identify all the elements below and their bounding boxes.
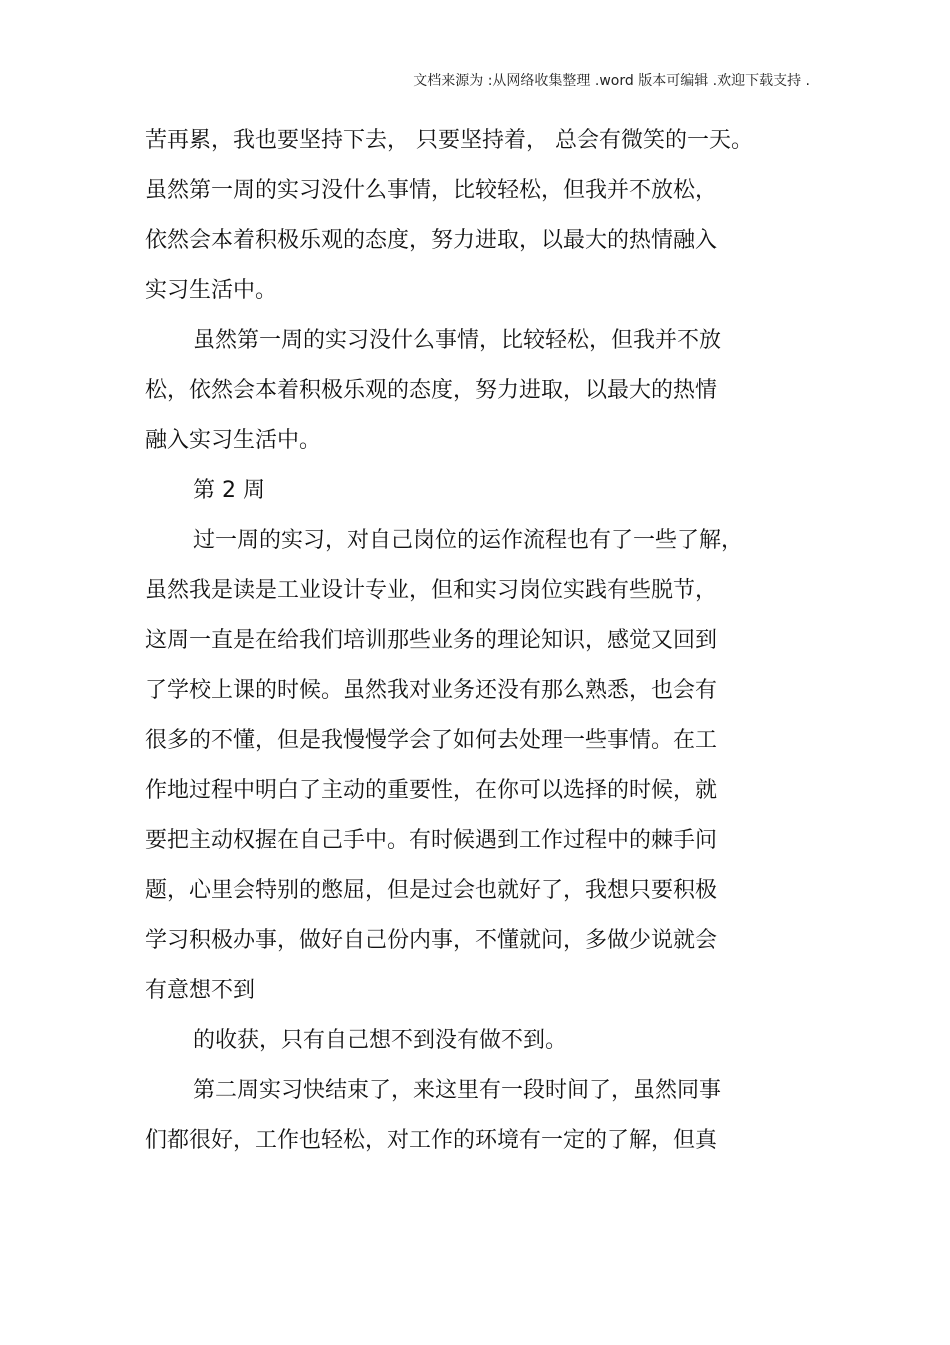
body-line-7: 融入实习生活中。 [145, 428, 322, 453]
body-line-16: 题，心里会特别的憋屈，但是过会也就好了，我想只要积极 [145, 878, 718, 903]
body-line-11: 这周一直是在给我们培训那些业务的理论知识，感觉又回到 [145, 628, 718, 653]
body-line-15: 要把主动权握在自己手中。有时候遇到工作过程中的棘手问 [145, 828, 718, 853]
body-line-20: 第二周实习快结束了，来这里有一段时间了，虽然同事 [193, 1078, 722, 1103]
body-line-12: 了学校上课的时候。虽然我对业务还没有那么熟悉，也会有 [145, 678, 718, 703]
section-heading-week-2: 第 2 周 [193, 478, 265, 503]
body-line-3: 依然会本着积极乐观的态度，努力进取，以最大的热情融入 [145, 228, 718, 253]
body-line-17: 学习积极办事，做好自己份内事，不懂就问，多做少说就会 [145, 928, 718, 953]
body-line-2: 虽然第一周的实习没什么事情，比较轻松，但我并不放松， [145, 178, 718, 203]
body-line-4: 实习生活中。 [145, 278, 278, 303]
body-line-18: 有意想不到 [145, 978, 256, 1003]
body-line-21: 们都很好，工作也轻松，对工作的环境有一定的了解，但真 [145, 1128, 718, 1153]
body-line-1: 苦再累，我也要坚持下去， 只要坚持着， 总会有微笑的一天。 [145, 128, 753, 153]
header-source-note: 文档来源为 :从网络收集整理 .word 版本可编辑 .欢迎下载支持 . [413, 73, 810, 89]
body-line-13: 很多的不懂，但是我慢慢学会了如何去处理一些事情。在工 [145, 728, 718, 753]
body-line-19: 的收获，只有自己想不到没有做不到。 [193, 1028, 568, 1053]
body-line-10: 虽然我是读是工业设计专业，但和实习岗位实践有些脱节， [145, 578, 718, 603]
body-line-5: 虽然第一周的实习没什么事情，比较轻松，但我并不放 [193, 328, 722, 353]
body-line-14: 作地过程中明白了主动的重要性，在你可以选择的时候，就 [145, 778, 718, 803]
body-line-9: 过一周的实习，对自己岗位的运作流程也有了一些了解， [193, 528, 744, 553]
body-line-6: 松，依然会本着积极乐观的态度，努力进取，以最大的热情 [145, 378, 718, 403]
